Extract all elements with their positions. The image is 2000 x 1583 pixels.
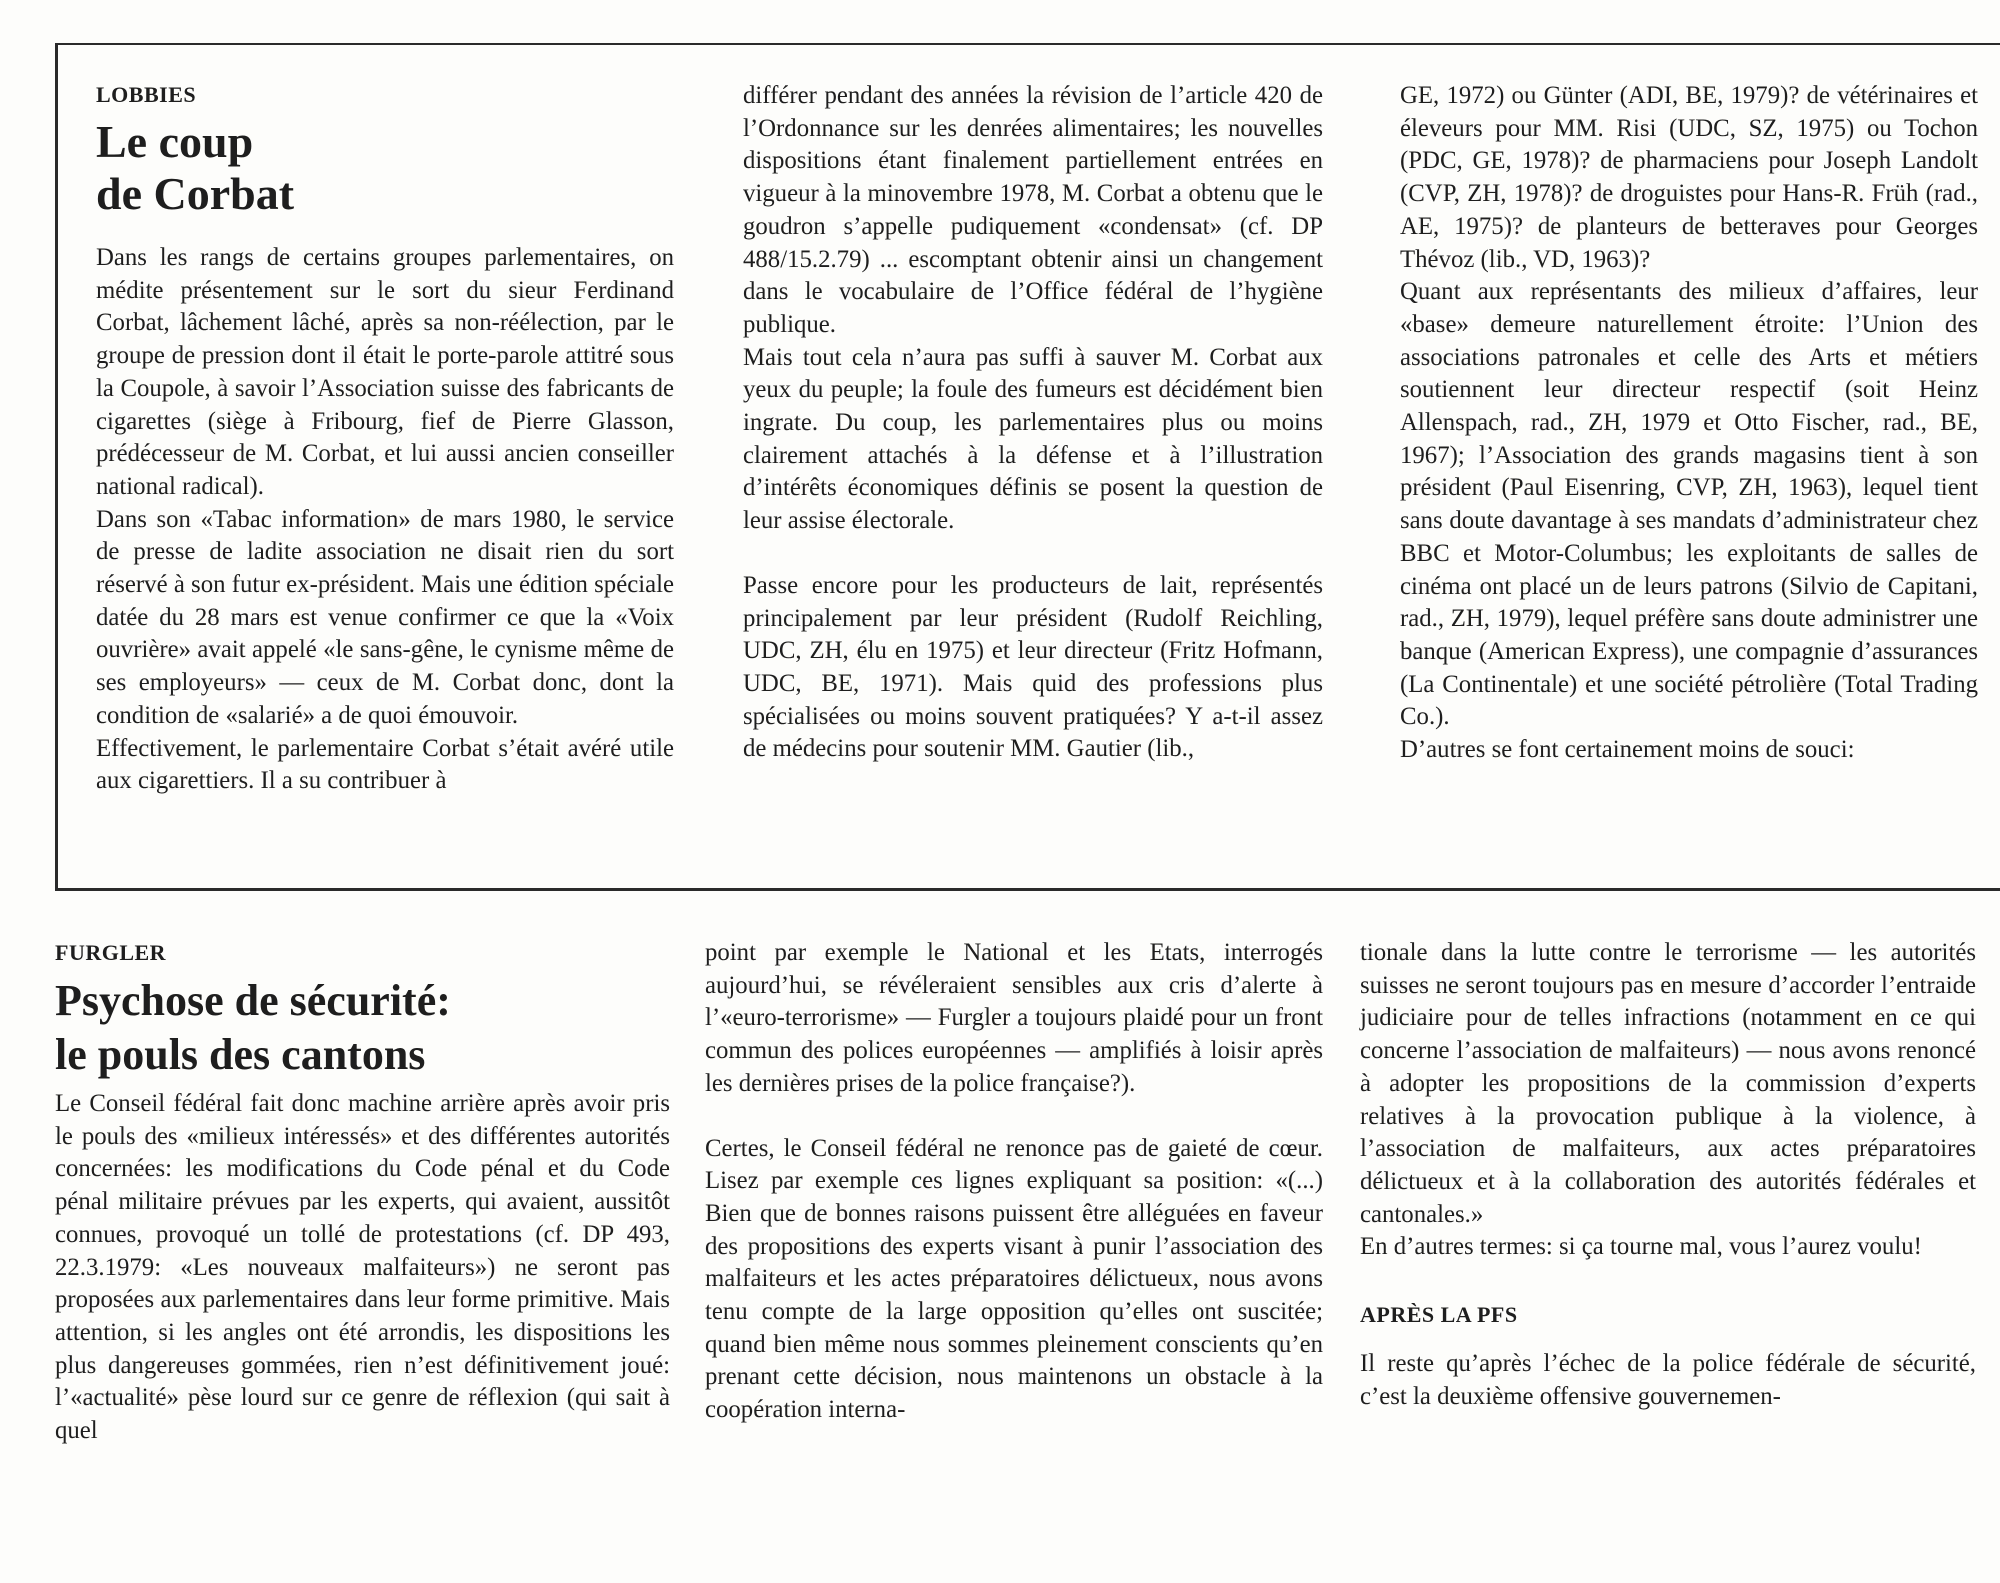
furgler-paragraph: Il reste qu’après l’échec de la police fédérale de sécurité, c’est la deuxième offensive gouvernemen- [1360, 1350, 1976, 1410]
lobbies-paragraph: Dans les rangs de certains groupes parlementaires, on médite présentement sur le sort du sieur Ferdinand Corbat, lâchement lâché, après sa non-réélection, par le groupe de pression dont il était le porte-parole attitré sous la Coupole, à savoir l’Association suisse des fabricants de cigarettes (siège à Fribourg, fief de Pierre Glasson, prédécesseur de M. Corbat, et lui aussi ancien conseiller national radical). [96, 244, 674, 500]
lobbies-paragraph: différer pendant des années la révision de l’article 420 de l’Ordonnance sur les denrées alimentaires; les nouvelles dispositions étant finalement partiellement entrées en vigueur à la minovembre 1978, M. Corbat a obtenu que le goudron s’appelle pudiquement «condensat» (cf. DP 488/15.2.79) ... escomptant obtenir ainsi un changement dans le vocabulaire de l’Office fédéral de l’hygiène publique. [743, 82, 1323, 338]
lobbies-paragraph: D’autres se font certainement moins de souci: [1400, 736, 1855, 764]
furgler-paragraph: point par exemple le National et les Etats, interrogés aujourd’hui, se révéleraient sensibles aux cris d’alerte à l’«euro-terrorisme» — Furgler a toujours plaidé pour un front commun des polices européennes — amplifiés à loisir après les dernières prises de la police française?). [705, 939, 1323, 1097]
lobbies-kicker: LOBBIES [96, 82, 197, 107]
lobbies-paragraph: Passe encore pour les producteurs de lait, représentés principalement par leur président (Rudolf Reichling, UDC, ZH, élu en 1975) et leur directeur (Fritz Hofmann, UDC, BE, 1971). Mais quid des professions plus spécialisées ou moins souvent pratiquées? Y a-t-il assez de médecins pour soutenir MM. Gautier (lib., [743, 571, 1323, 763]
furgler-paragraph: tionale dans la lutte contre le terrorisme — les autorités suisses ne seront toujours pas en mesure d’accorder l’entraide judiciaire pour de telles infractions (notamment en ce qui concerne l’association de malfaiteurs) — nous avons renoncé à adopter les propositions de la commission d’experts relatives à la provocation publique à la violence, à l’association de malfaiteurs, aux actes préparatoires délictueux et à la collaboration des autorités fédérales et cantonales.» [1360, 939, 1976, 1228]
lobbies-column-2 [743, 80, 1323, 766]
furgler-column-1 [55, 940, 670, 1448]
lobbies-paragraph: Dans son «Tabac information» de mars 1980, le service de presse de ladite association ne disait rien du sort réservé à son futur ex-président. Mais une édition spéciale datée du 28 mars est venue confirmer ce que la «Voix ouvrière» avait appelé «le sans-gêne, le cynisme même de ses employeurs» — ceux de M. Corbat donc, dont la condition de «salarié» a de quoi émouvoir. [96, 505, 674, 729]
lobbies-paragraph: GE, 1972) ou Günter (ADI, BE, 1979)? de vétérinaires et éleveurs pour MM. Risi (UDC, SZ, 1975) ou Tochon (PDC, GE, 1978)? de pharmaciens pour Joseph Landolt (CVP, ZH, 1978)? de droguistes pour Hans-R. Früh (rad., AE, 1975)? de planteurs de betteraves pour Georges Thévoz (lib., VD, 1963)? [1400, 82, 1978, 273]
lobbies-paragraph: Quant aux représentants des milieux d’affaires, leur «base» demeure naturellement étroite: l’Union des associations patronales et celle des Arts et métiers soutiennent leur directeur respectif (soit Heinz Allenspach, rad., ZH, 1979 et Otto Fischer, rad., BE, 1967); l’Association des grands magasins tient à son président (Paul Eisenring, CVP, ZH, 1963), lequel tient sans doute davantage à ses mandats d’administrateur chez BBC et Motor-Columbus; les exploitants de salles de cinéma ont placé un de leurs patrons (Silvio de Capitani, rad., ZH, 1979), lequel préfère sans doute administrer une banque (American Express), une compagnie d’assurances (La Continentale) et une société pétrolière (Total Trading Co.). [1400, 278, 1978, 731]
furgler-column-3 [1360, 937, 1976, 1413]
furgler-paragraph: Certes, le Conseil fédéral ne renonce pas de gaieté de cœur. Lisez par exemple ces lignes expliquant sa position: «(...) Bien que de bonnes raisons puissent être alléguées en faveur des propositions des experts visant à punir l’association des malfaiteurs et les actes préparatoires délictueux, nous avons tenu compte de la large opposition qu’elles ont suscitée; quand bien même nous sommes pleinement conscients qu’en prenant cette décision, nous maintenons un obstacle à la coopération interna- [705, 1134, 1323, 1424]
lobbies-column-1 [96, 82, 674, 798]
lobbies-paragraph: Effectivement, le parlementaire Corbat s’était avéré utile aux cigarettiers. Il a su contribuer à [96, 734, 674, 795]
lobbies-headline-line-1: Le coup [96, 116, 254, 167]
furgler-paragraph: En d’autres termes: si ça tourne mal, vous l’aurez voulu! [1360, 1233, 1922, 1261]
furgler-paragraph: Le Conseil fédéral fait donc machine arrière après avoir pris le pouls des «milieux intéressés» et des différentes autorités concernées: les modifications du Code pénal et du Code pénal militaire prévues par les experts, qui avaient, aussitôt connues, provoqué un tollé de protestations (cf. DP 493, 22.3.1979: «Les nouveaux malfaiteurs») ne seront pas proposées aux parlementaires dans leur forme primitive. Mais attention, si les angles ont été arrondis, les dispositions les plus dangereuses gommées, rien n’est définitivement joué: l’«actualité» pèse lourd sur ce genre de réflexion (qui sait à quel [55, 1090, 670, 1445]
furgler-headline-line-1: Psychose de sécurité: [55, 976, 451, 1025]
furgler-column-2 [705, 937, 1323, 1427]
lobbies-paragraph: Mais tout cela n’aura pas suffi à sauver M. Corbat aux yeux du peuple; la foule des fumeurs est décidément bien ingrate. Du coup, les parlementaires plus ou moins clairement attachés à la défense et à l’illustration d’intérêts économiques définis se posent la question de leur assise électorale. [743, 343, 1323, 535]
furgler-headline-line-2: le pouls des cantons [55, 1030, 426, 1079]
furgler-subhead: APRÈS LA PFS [1360, 1302, 1518, 1328]
lobbies-headline-line-2: de Corbat [96, 168, 295, 219]
furgler-kicker: FURGLER [55, 940, 167, 965]
lobbies-column-3 [1400, 80, 1978, 767]
